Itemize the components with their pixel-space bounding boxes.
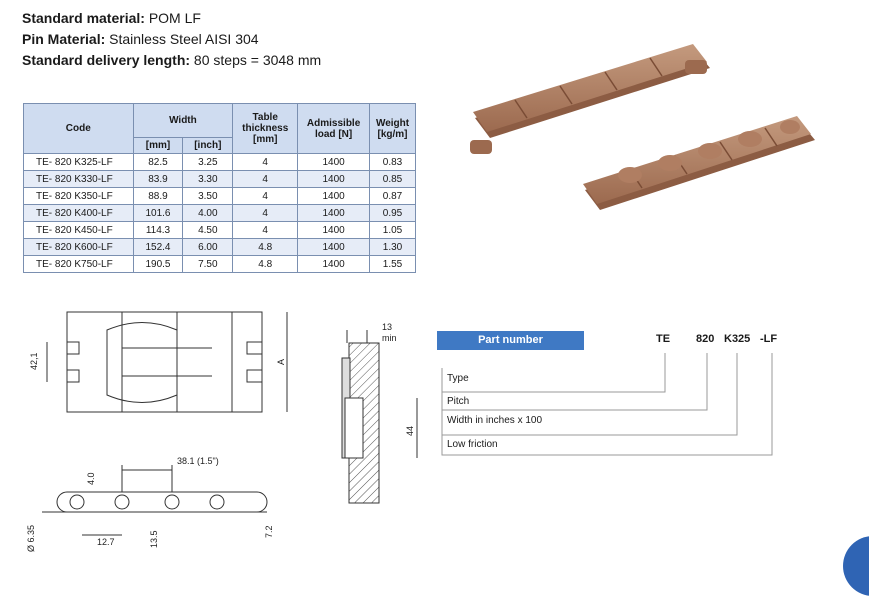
- table-row: [24, 171, 416, 188]
- cell-thickness: 4: [233, 171, 298, 188]
- header-width-inch: [inch]: [183, 138, 233, 154]
- header-thickness: Table thickness [mm]: [233, 104, 298, 154]
- cell-code: TE- 820 K400-LF: [24, 205, 134, 222]
- cell-inch: 3.30: [183, 171, 233, 188]
- header-code: Code: [24, 104, 134, 154]
- cell-code: TE- 820 K330-LF: [24, 171, 134, 188]
- cell-code: TE- 820 K450-LF: [24, 222, 134, 239]
- pn-label-pitch: Pitch: [447, 396, 470, 407]
- top-view-drawing: [22, 300, 307, 430]
- cell-load: 1400: [298, 239, 370, 256]
- header-width: Width: [133, 104, 233, 138]
- dim-13: 13: [382, 322, 393, 332]
- cell-inch: 6.00: [183, 239, 233, 256]
- header-width-mm: [mm]: [133, 138, 183, 154]
- spec-list: [22, 8, 321, 71]
- dim-pitch: 38.1 (1.5"): [177, 456, 219, 466]
- header-load: Admissible load [N]: [298, 104, 370, 154]
- dim-12-7: 12.7: [97, 537, 115, 547]
- dim-a: A: [276, 358, 286, 365]
- cell-weight: 0.95: [370, 205, 416, 222]
- spec-material: Standard material: POM LF: [22, 10, 201, 26]
- dim-7-2: 7.2: [264, 525, 274, 538]
- chain-top-segment: [470, 44, 710, 154]
- spec-delivery-length: Standard delivery length: 80 steps = 3048 mm: [22, 52, 322, 68]
- table-row: [24, 188, 416, 205]
- cell-thickness: 4: [233, 222, 298, 239]
- cell-code: TE- 820 K750-LF: [24, 256, 134, 273]
- table-row: [24, 222, 416, 239]
- pn-code-type: TE: [656, 333, 671, 345]
- chain-bottom-segment: [583, 116, 815, 210]
- cell-thickness: 4.8: [233, 256, 298, 273]
- cell-code: TE- 820 K600-LF: [24, 239, 134, 256]
- page-corner-tab: [843, 536, 869, 596]
- cell-mm: 83.9: [133, 171, 183, 188]
- side-view-drawing: [22, 450, 287, 555]
- chain-product-photo: [465, 40, 825, 265]
- cell-load: 1400: [298, 154, 370, 171]
- cell-mm: 190.5: [133, 256, 183, 273]
- cell-load: 1400: [298, 222, 370, 239]
- cell-weight: 1.30: [370, 239, 416, 256]
- cell-thickness: 4: [233, 188, 298, 205]
- cell-mm: 88.9: [133, 188, 183, 205]
- cell-weight: 0.87: [370, 188, 416, 205]
- cell-weight: 1.55: [370, 256, 416, 273]
- cell-mm: 82.5: [133, 154, 183, 171]
- cell-inch: 4.50: [183, 222, 233, 239]
- dim-13-5: 13.5: [149, 530, 159, 548]
- cell-load: 1400: [298, 205, 370, 222]
- cell-thickness: 4: [233, 205, 298, 222]
- cell-load: 1400: [298, 188, 370, 205]
- cell-code: TE- 820 K350-LF: [24, 188, 134, 205]
- table-row: [24, 256, 416, 273]
- cell-inch: 7.50: [183, 256, 233, 273]
- dim-min: min: [382, 333, 397, 343]
- pn-label-friction: Low friction: [447, 439, 498, 450]
- pn-code-width: K325: [724, 333, 751, 345]
- dim-42-1: 42,1: [29, 352, 39, 370]
- table-row: [24, 205, 416, 222]
- cell-weight: 0.83: [370, 154, 416, 171]
- dim-44: 44: [405, 425, 415, 436]
- cell-mm: 152.4: [133, 239, 183, 256]
- chain-spec-table: [23, 103, 416, 273]
- cell-weight: 1.05: [370, 222, 416, 239]
- cell-mm: 101.6: [133, 205, 183, 222]
- cell-code: TE- 820 K325-LF: [24, 154, 134, 171]
- cell-weight: 0.85: [370, 171, 416, 188]
- cell-mm: 114.3: [133, 222, 183, 239]
- cell-load: 1400: [298, 171, 370, 188]
- pn-label-type: Type: [447, 373, 469, 384]
- part-number-header: Part number: [437, 331, 584, 350]
- cell-inch: 3.25: [183, 154, 233, 171]
- pn-label-width: Width in inches x 100: [447, 415, 543, 426]
- section-drawing: [327, 318, 427, 508]
- pn-code-friction: -LF: [760, 333, 778, 345]
- table-row: [24, 239, 416, 256]
- cell-inch: 3.50: [183, 188, 233, 205]
- dim-4-0: 4.0: [86, 472, 96, 485]
- spec-pin-material: Pin Material: Stainless Steel AISI 304: [22, 31, 259, 47]
- cell-thickness: 4: [233, 154, 298, 171]
- cell-inch: 4.00: [183, 205, 233, 222]
- cell-load: 1400: [298, 256, 370, 273]
- table-row: [24, 154, 416, 171]
- pn-code-pitch: 820: [696, 333, 715, 345]
- cell-thickness: 4.8: [233, 239, 298, 256]
- header-weight: Weight [kg/m]: [370, 104, 416, 154]
- dim-6-35: Ø 6.35: [26, 524, 36, 552]
